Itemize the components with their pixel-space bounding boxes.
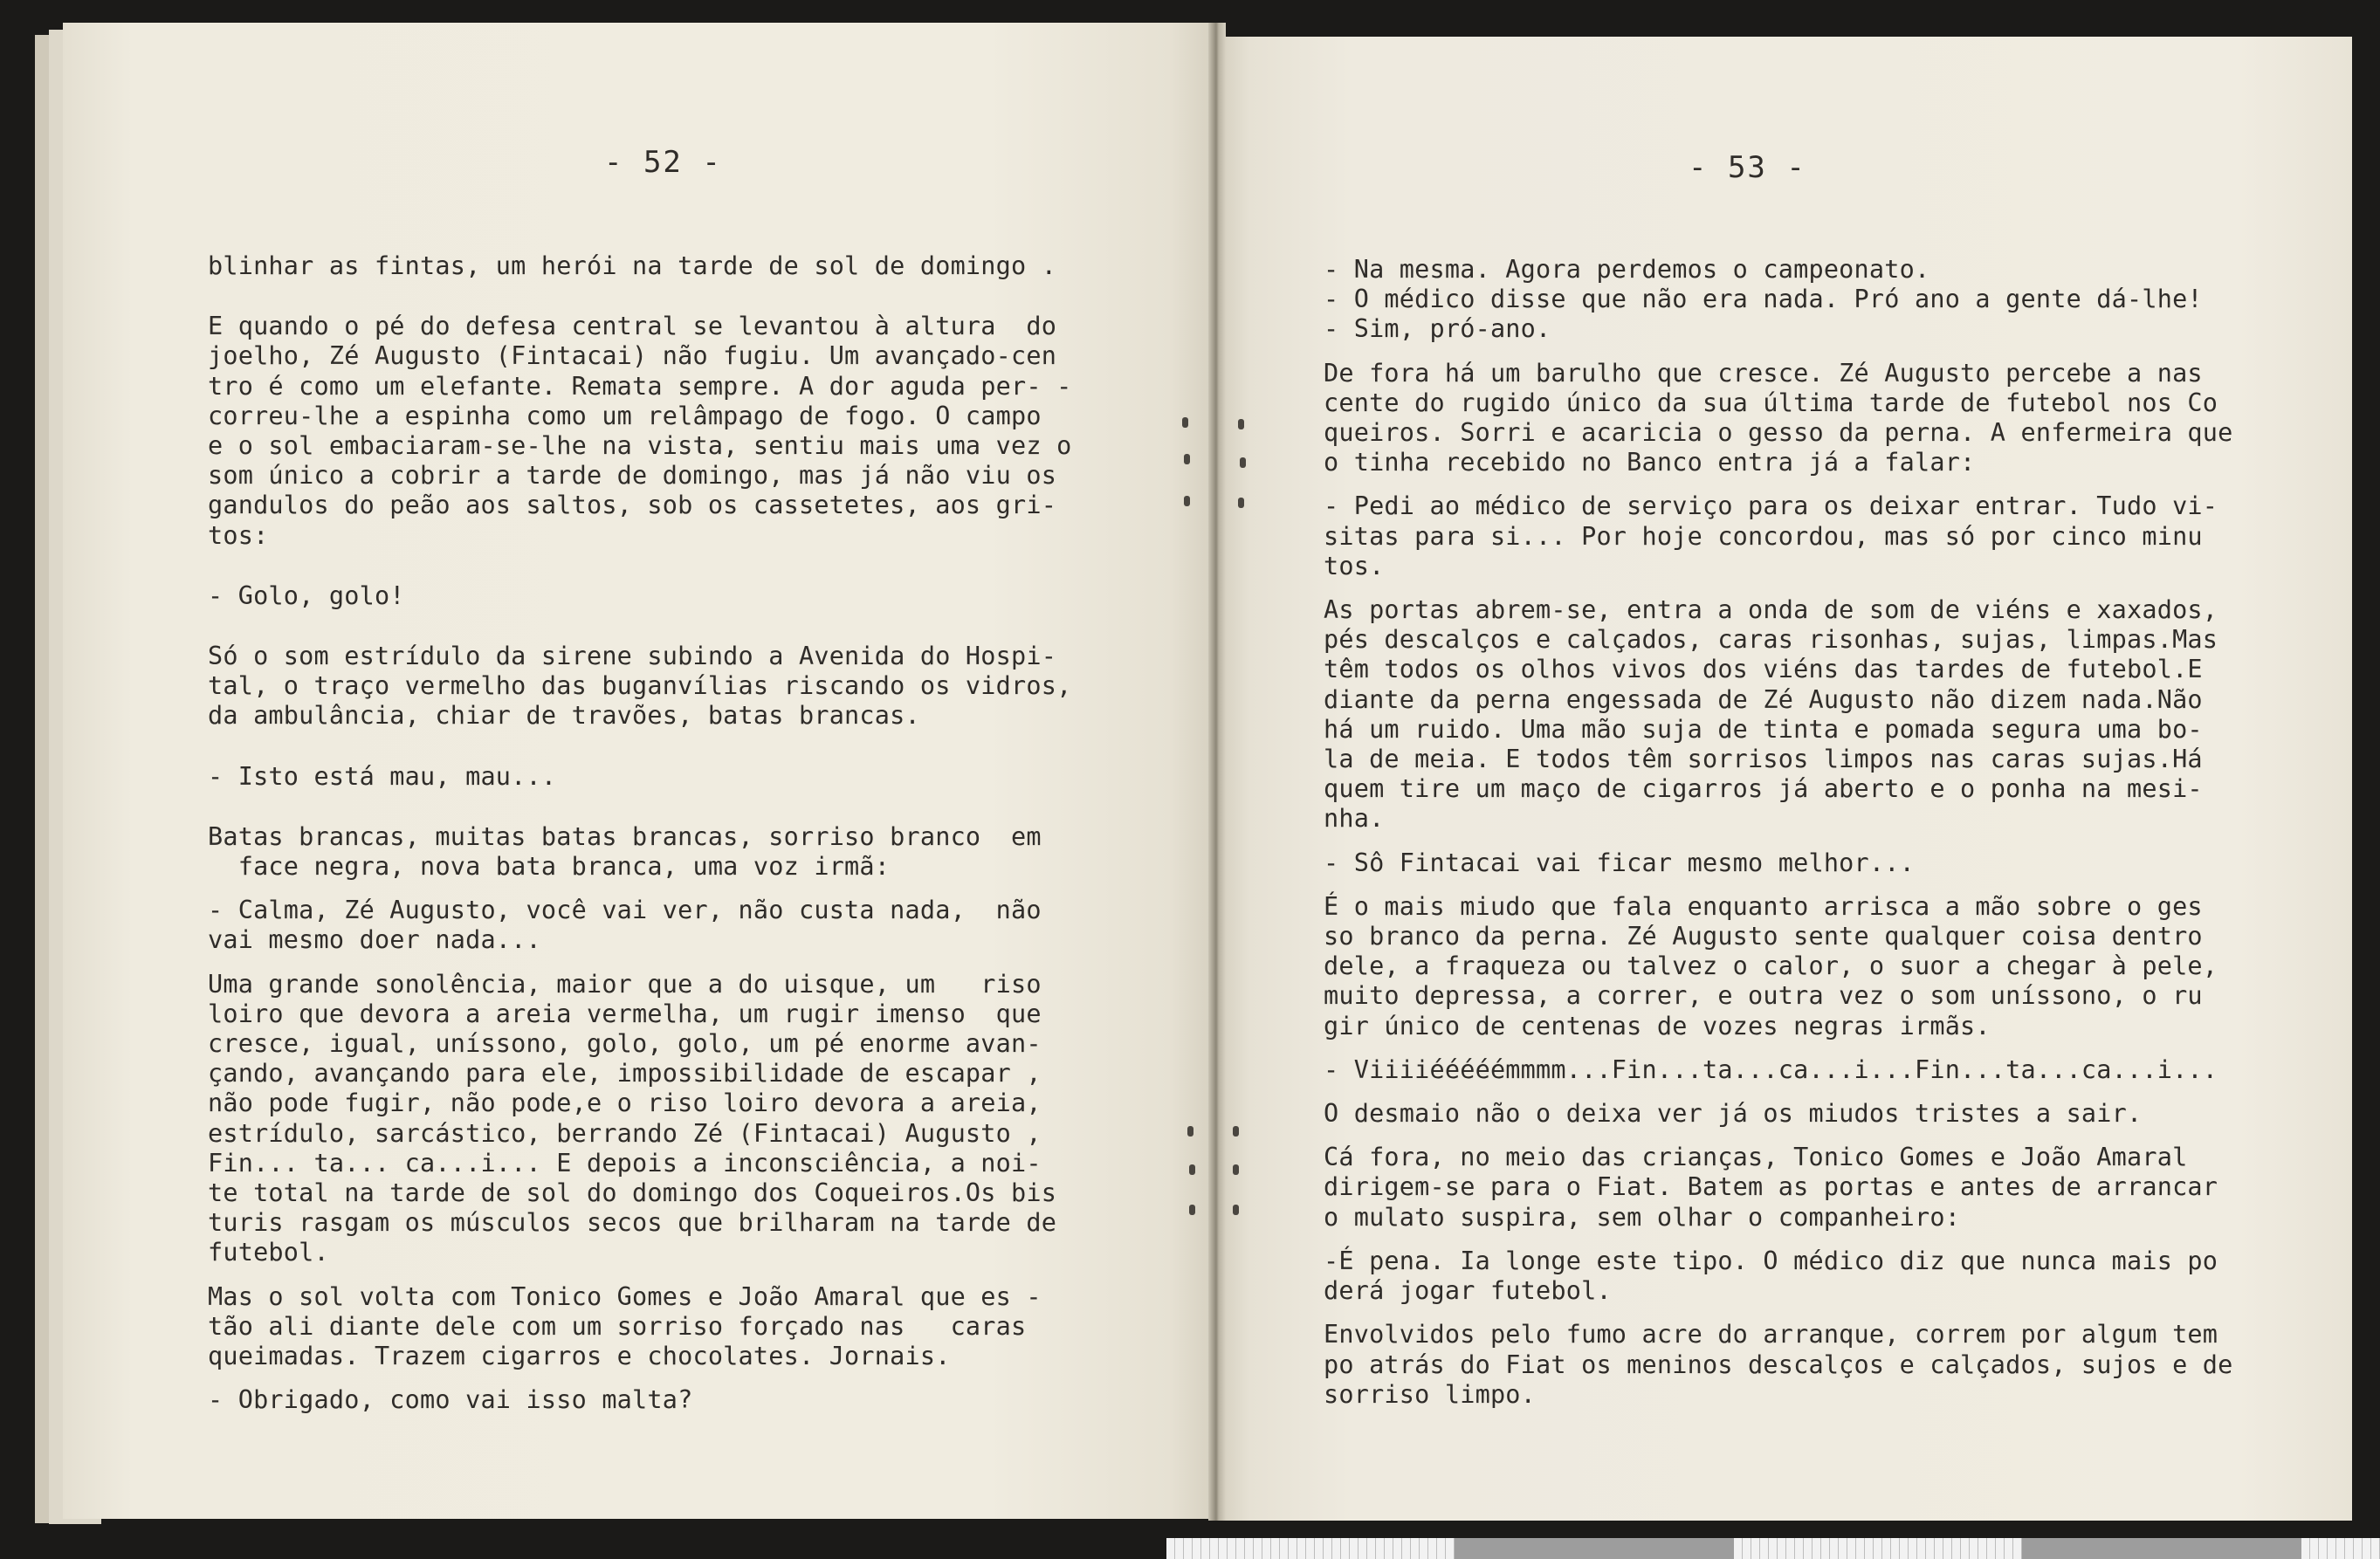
book-gutter xyxy=(1208,23,1226,1521)
dialogue-line: - Obrigado, como vai isso malta? xyxy=(208,1385,693,1415)
paragraph: blinhar as fintas, um herói na tarde de sol de domingo . xyxy=(208,251,1057,280)
dialogue-line: - Pedi ao médico de serviço para os deixar entrar. Tudo vi- sitas para si... Por hoje concordou, mas só por cinco minu tos. xyxy=(1324,491,2218,580)
left-page xyxy=(63,23,1215,1519)
paragraph: Cá fora, no meio das crianças, Tonico Gomes e João Amaral dirigem-se para o Fiat. Batem as portas e antes de arrancar o mulato suspira, sem olhar o companheiro: xyxy=(1324,1143,2218,1232)
binding-hole xyxy=(1184,496,1190,506)
binding-hole xyxy=(1189,1164,1195,1175)
paragraph: O desmaio não o deixa ver já os miudos tristes a sair. xyxy=(1324,1099,2143,1129)
binding-hole xyxy=(1189,1205,1195,1215)
dialogue-line: - Calma, Zé Augusto, você vai ver, não custa nada, não vai mesmo doer nada... xyxy=(208,896,1042,955)
dialogue-line: - Golo, golo! xyxy=(208,580,405,610)
binding-hole xyxy=(1233,1126,1239,1137)
paragraph: Batas brancas, muitas batas brancas, sorriso branco em face negra, nova bata branca, uma voz irmã: xyxy=(208,821,1042,882)
left-page-text xyxy=(208,251,1168,1416)
ruler-band xyxy=(2022,1538,2301,1559)
binding-hole xyxy=(1233,1205,1239,1215)
binding-hole xyxy=(1182,417,1188,428)
paragraph: As portas abrem-se, entra a onda de som de viéns e xaxados, pés descalços e calçados, caras risonhas, sujas, limpas.Mas têm todos os olhos vivos dos viéns das tardes de futebol.E diante da perna engessada de Zé Augusto não dizem nada.Não há um ruido. Uma mão suja de tinta e pomada segura uma bo- la de meia. E todos têm sorrisos limpos nas caras sujas.Há quem tire um maço de cigarros já aberto e o ponha na mesi- nha. xyxy=(1324,595,2218,834)
paragraph: E quando o pé do defesa central se levantou à altura do joelho, Zé Augusto (Fintacai) não fugiu. Um avançado-cen tro é como um elefante. Remata sempre. A dor aguda per- - correu-lhe a espinha como um relâmpago de fogo. O campo e o sol embaciaram-se-lhe na vista, sentiu mais uma vez o som único a cobrir a tarde de domingo, mas já não viu os gandulos do peão aos saltos, sob os cassetetes, aos gri- tos: xyxy=(208,312,1072,550)
binding-hole xyxy=(1187,1126,1193,1137)
paragraph: Envolvidos pelo fumo acre do arranque, correm por algum tem po atrás do Fiat os meninos descalços e calçados, sujos e de sorriso limpo. xyxy=(1324,1320,2233,1409)
dialogue-line: - Sô Fintacai vai ficar mesmo melhor... xyxy=(1324,848,1915,877)
dialogue-line: - Isto está mau, mau... xyxy=(208,761,557,791)
page-number: - 53 - xyxy=(1689,150,1806,185)
binding-hole xyxy=(1240,457,1246,468)
ruler-band xyxy=(1455,1538,1734,1559)
binding-hole xyxy=(1184,454,1190,464)
paragraph: É o mais miudo que fala enquanto arrisca a mão sobre o ges so branco da perna. Zé Augusto sente qualquer coisa dentro dele, a fraqueza ou talvez o calor, o suor a chegar à pele, muito depressa, a correr, e outra vez o som uníssono, o ru gir único de centenas de vozes negras irmãs. xyxy=(1324,891,2218,1040)
dialogue-line: -É pena. Ia longe este tipo. O médico diz que nunca mais po derá jogar futebol. xyxy=(1324,1246,2218,1306)
scale-ruler xyxy=(1166,1538,2380,1559)
paragraph: Uma grande sonolência, maior que a do uisque, um riso loiro que devora a areia vermelha, um rugir imenso que cresce, igual, uníssono, golo, golo, um pé enorme avan- çando, avançando para ele, impossibilidade de escapar , não pode fugir, não pode,e o riso loiro devora a areia, estrídulo, sarcástico, berrando Zé (Fintacai) Augusto , Fin... ta... ca...i... E depois a inconsciência, a noi- te total na tarde de sol do domingo dos Coqueiros.Os bis turis rasgam os músculos secos que brilharam na tarde de futebol. xyxy=(208,969,1057,1267)
right-page xyxy=(1215,37,2352,1521)
binding-hole xyxy=(1233,1164,1239,1175)
right-page-text xyxy=(1324,255,2284,1410)
page-number: - 52 - xyxy=(604,145,722,180)
binding-hole xyxy=(1238,419,1244,429)
paragraph: De fora há um barulho que cresce. Zé Augusto percebe a nas cente do rugido único da sua última tarde de futebol nos Co queiros. Sorri e acaricia o gesso da perna. A enfermeira que o tinha recebido no Banco entra já a falar: xyxy=(1324,358,2233,477)
binding-hole xyxy=(1238,498,1244,508)
dialogue-line: - Na mesma. Agora perdemos o campeonato. - O médico disse que não era nada. Pró ano a gente dá-lhe! - Sim, pró-ano. xyxy=(1324,255,2203,344)
dialogue-line: - Viiiiééééémmmm...Fin...ta...ca...i...Fin...ta...ca...i... xyxy=(1324,1054,2218,1084)
paragraph: Mas o sol volta com Tonico Gomes e João Amaral que es - tão ali diante dele com um sorriso forçado nas caras queimadas. Trazem cigarros e chocolates. Jornais. xyxy=(208,1281,1042,1371)
paragraph: Só o som estrídulo da sirene subindo a Avenida do Hospi- tal, o traço vermelho das buganvílias riscando os vidros, da ambulância, chiar de travões, batas brancas. xyxy=(208,642,1072,731)
